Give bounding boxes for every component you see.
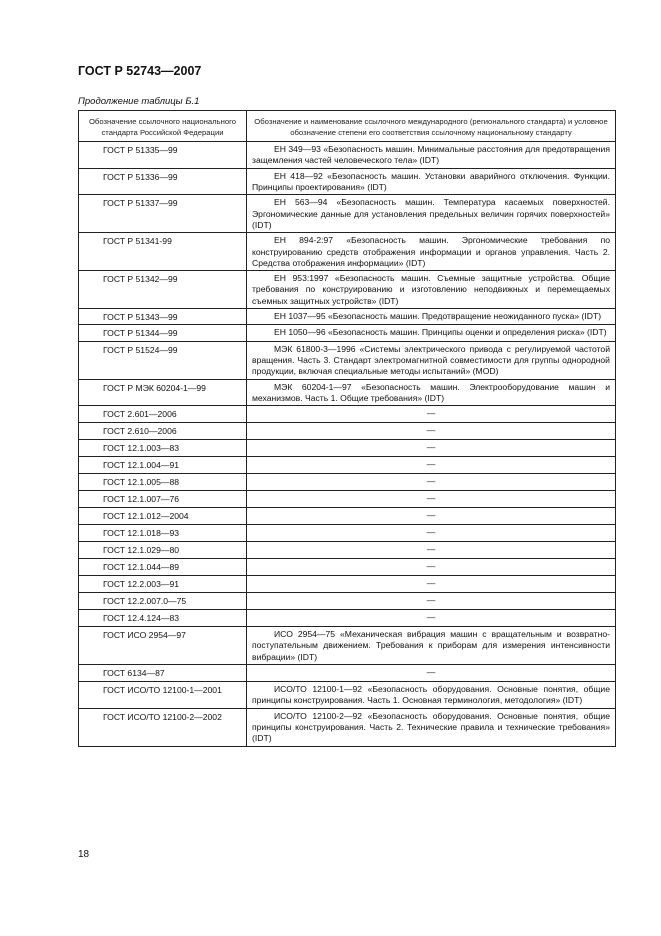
international-standard-cell: —	[247, 423, 616, 440]
international-standard-cell: ЕН 894-2:97 «Безопасность машин. Эргономические требования по конструированию средств отображения информации и органов управления. Часть 2. Средства отображения информации» (IDT)	[247, 233, 616, 271]
table-row	[79, 525, 616, 542]
international-standard-cell: —	[247, 610, 616, 627]
international-standard-cell: —	[247, 474, 616, 491]
table-row	[79, 142, 616, 169]
page-number: 18	[78, 849, 90, 860]
national-standard-cell: ГОСТ 12.1.018—93	[79, 525, 247, 542]
international-standard-cell: ИСО 2954—75 «Механическая вибрация машин с вращательным и возвратно-поступательным движением. Требования к приборам для измерения интенсивности вибрации» (IDT)	[247, 627, 616, 665]
table-row	[79, 576, 616, 593]
table-row	[79, 508, 616, 525]
table-row	[79, 665, 616, 682]
international-standard-cell: ЕН 1050—96 «Безопасность машин. Принципы оценки и определения риска» (IDT)	[247, 325, 616, 341]
international-standard-cell: ЕН 563—94 «Безопасность машин. Температура касаемых поверхностей. Эргономические данные для установления предельных величин горячих поверхностей» (IDT)	[247, 195, 616, 233]
international-standard-cell: —	[247, 525, 616, 542]
national-standard-cell: ГОСТ 12.1.005—88	[79, 474, 247, 491]
table-row	[79, 682, 616, 709]
table-row	[79, 309, 616, 325]
international-standard-cell: —	[247, 593, 616, 610]
national-standard-cell: ГОСТ Р 51336—99	[79, 168, 247, 195]
table-row	[79, 708, 616, 746]
national-standard-cell: ГОСТ Р 51342—99	[79, 271, 247, 309]
document-code-header: ГОСТ Р 52743—2007	[78, 64, 202, 78]
national-standard-cell: ГОСТ ИСО/ТО 12100-2—2002	[79, 708, 247, 746]
international-standard-cell: МЭК 61800-3—1996 «Системы электрического привода с регулируемой частотой вращения. Часть 3. Стандарт электромагнитной совместимости для группы однородной продукции, включая специальные методы испытаний» (MOD)	[247, 341, 616, 379]
table-row	[79, 379, 616, 406]
international-standard-cell: —	[247, 508, 616, 525]
international-standard-cell: —	[247, 440, 616, 457]
national-standard-cell: ГОСТ Р МЭК 60204-1—99	[79, 379, 247, 406]
table-row	[79, 559, 616, 576]
international-standard-cell: —	[247, 542, 616, 559]
table-row	[79, 423, 616, 440]
national-standard-cell: ГОСТ 12.1.029—80	[79, 542, 247, 559]
national-standard-cell: ГОСТ 12.2.007.0—75	[79, 593, 247, 610]
reference-standards-table	[78, 110, 616, 747]
national-standard-cell: ГОСТ Р 51524—99	[79, 341, 247, 379]
national-standard-cell: ГОСТ 12.2.003—91	[79, 576, 247, 593]
table-row	[79, 627, 616, 665]
national-standard-cell: ГОСТ 12.1.012—2004	[79, 508, 247, 525]
table-row	[79, 341, 616, 379]
national-standard-cell: ГОСТ 12.1.044—89	[79, 559, 247, 576]
table-row	[79, 233, 616, 271]
table-caption: Продолжение таблицы Б.1	[78, 96, 200, 107]
international-standard-cell: ИСО/ТО 12100-2—92 «Безопасность оборудования. Основные понятия, общие принципы конструирования. Часть 2. Технические правила и технические требования» (IDT)	[247, 708, 616, 746]
national-standard-cell: ГОСТ 12.4.124—83	[79, 610, 247, 627]
table-row	[79, 542, 616, 559]
national-standard-cell: ГОСТ 6134—87	[79, 665, 247, 682]
table-row	[79, 271, 616, 309]
national-standard-cell: ГОСТ Р 51341-99	[79, 233, 247, 271]
table-row	[79, 168, 616, 195]
national-standard-cell: ГОСТ Р 51335—99	[79, 142, 247, 169]
international-standard-cell: —	[247, 559, 616, 576]
table-row	[79, 440, 616, 457]
table-row	[79, 457, 616, 474]
table-row	[79, 474, 616, 491]
table-row	[79, 406, 616, 423]
international-standard-cell: —	[247, 491, 616, 508]
national-standard-cell: ГОСТ 2.601—2006	[79, 406, 247, 423]
international-standard-cell: ЕН 349—93 «Безопасность машин. Минимальные расстояния для предотвращения защемления частей человеческого тела» (IDT)	[247, 142, 616, 169]
international-standard-cell: ИСО/ТО 12100-1—92 «Безопасность оборудования. Основные понятия, общие принципы конструирования. Часть 1. Основная терминология, методология» (IDT)	[247, 682, 616, 709]
table-body	[79, 142, 616, 746]
national-standard-cell: ГОСТ 2.610—2006	[79, 423, 247, 440]
table-header-row	[79, 111, 616, 142]
national-standard-cell: ГОСТ 12.1.003—83	[79, 440, 247, 457]
international-standard-cell: ЕН 418—92 «Безопасность машин. Установки аварийного отключения. Функции. Принципы проектирования» (IDT)	[247, 168, 616, 195]
column-header-national-standard: Обозначение ссылочного национального стандарта Российской Федерации	[79, 111, 247, 142]
national-standard-cell: ГОСТ ИСО/ТО 12100-1—2001	[79, 682, 247, 709]
international-standard-cell: —	[247, 457, 616, 474]
column-header-international-standard: Обозначение и наименование ссылочного международного (регионального стандарта) и условное обозначение степени его соответствия ссылочному национальному стандарту	[247, 111, 616, 142]
national-standard-cell: ГОСТ 12.1.004—91	[79, 457, 247, 474]
international-standard-cell: —	[247, 406, 616, 423]
international-standard-cell: ЕН 1037—95 «Безопасность машин. Предотвращение неожиданного пуска» (IDT)	[247, 309, 616, 325]
international-standard-cell: МЭК 60204-1—97 «Безопасность машин. Электрооборудование машин и механизмов. Часть 1. Общие требования» (IDT)	[247, 379, 616, 406]
national-standard-cell: ГОСТ 12.1.007—76	[79, 491, 247, 508]
table-row	[79, 195, 616, 233]
national-standard-cell: ГОСТ Р 51344—99	[79, 325, 247, 341]
international-standard-cell: ЕН 953:1997 «Безопасность машин. Съемные защитные устройства. Общие требования по конструированию и изготовлению неподвижных и перемещаемых съемных защитных устройств» (IDT)	[247, 271, 616, 309]
national-standard-cell: ГОСТ Р 51337—99	[79, 195, 247, 233]
table-row	[79, 325, 616, 341]
national-standard-cell: ГОСТ Р 51343—99	[79, 309, 247, 325]
table-row	[79, 491, 616, 508]
table-row	[79, 593, 616, 610]
national-standard-cell: ГОСТ ИСО 2954—97	[79, 627, 247, 665]
international-standard-cell: —	[247, 665, 616, 682]
international-standard-cell: —	[247, 576, 616, 593]
table-row	[79, 610, 616, 627]
